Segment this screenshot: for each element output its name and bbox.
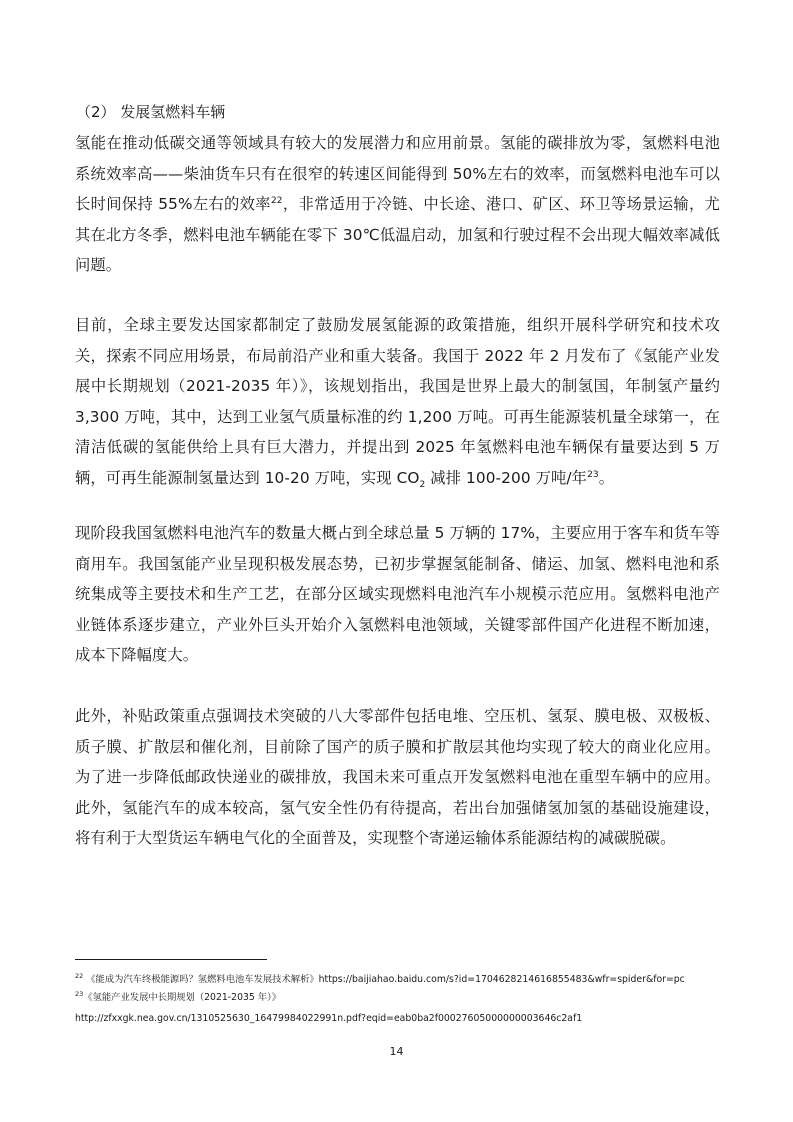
footnote-text: 《能成为汽车终极能源吗？氢燃料电池车发展技术解析》https://baijiahao.baidu.com/s?id=1704628214616855483&wfr=spider&for=pc bbox=[83, 974, 685, 985]
paragraph-4 bbox=[75, 701, 720, 854]
paragraph-text: 。 bbox=[598, 468, 615, 487]
paragraph-2 bbox=[75, 310, 720, 493]
footnote-22 bbox=[75, 973, 685, 987]
footnote-ref: 23 bbox=[587, 469, 599, 480]
subscript: 2 bbox=[419, 479, 426, 490]
paragraph-text: 此外，补贴政策重点强调技术突破的八大零部件包括电堆、空压机、氢泵、膜电极、双极板、质子膜、扩散层和催化剂，目前除了国产的质子膜和扩散层其他均实现了较大的商业化应用。为了进一步降低邮政快递业的碳排放，我国未来可重点开发氢燃料电池在重型车辆中的应用。此外，氢能汽车的成本较高，氢气安全性仍有待提高，若出台加强储氢加氢的基础设施建设，将有利于大型货运车辆电气化的全面普及，实现整个寄递运输体系能源结构的减碳脱碳。 bbox=[75, 707, 720, 847]
paragraph-1 bbox=[75, 128, 720, 281]
footnote-23 bbox=[75, 991, 281, 1005]
page-number: 14 bbox=[389, 1045, 404, 1058]
footnote-link: http://zfxxgk.nea.gov.cn/1310525630_16479984022991n.pdf?eqid=eab0ba2f00027605000000003646c2af1 bbox=[75, 1013, 583, 1024]
section-heading: （2） 发展氢燃料车辆 bbox=[76, 103, 226, 121]
footnote-mark: 22 bbox=[75, 971, 84, 980]
footnote-ref: 22 bbox=[270, 195, 283, 206]
footnote-text: 《氢能产业发展中长期规划（2021-2035 年）》 bbox=[83, 992, 282, 1003]
footnote-separator bbox=[75, 959, 267, 960]
paragraph-text: 目前，全球主要发达国家都制定了鼓励发展氢能源的政策措施，组织开展科学研究和技术攻关，探索不同应用场景，布局前沿产业和重大装备。我国于 2022 年 2 月发布了《氢能产业发展中长期规划（2021-2035 年）》，该规划指出，我国是世界上最大的制氢国，年制氢产量约 3,300 万吨，其中，达到工业氢气质量标准的约 1,200 万吨。可再生能源装机量全球第一，在清洁低碳的氢能供给上具有巨大潜力，并提出到 2025 年氢燃料电池车辆保有量要达到 5 万辆，可再生能源制氢量达到 10-20 万吨，实现 CO bbox=[75, 316, 720, 487]
paragraph-3 bbox=[75, 518, 720, 671]
paragraph-text: 氢能在推动低碳交通等领域具有较大的发展潜力和应用前景。氢能的碳排放为零，氢燃料电池系统效率高——柴油货车只有在很窄的转速区间能得到 50%左右的效率，而氢燃料电池车可以长时间保持 55%左右的效率 bbox=[75, 134, 720, 213]
footnote-23-url bbox=[75, 1012, 582, 1026]
paragraph-text: 现阶段我国氢燃料电池汽车的数量大概占到全球总量 5 万辆的 17%，主要应用于客车和货车等商用车。我国氢能产业呈现积极发展态势，已初步掌握氢能制备、储运、加氢、燃料电池和系统集成等主要技术和生产工艺，在部分区域实现燃料电池汽车小规模示范应用。氢燃料电池产业链体系逐步建立，产业外巨头开始介入氢燃料电池领域，关键零部件国产化进程不断加速，成本下降幅度大。 bbox=[75, 524, 720, 664]
footnote-mark: 23 bbox=[75, 989, 84, 998]
paragraph-text: ，非常适用于冷链、中长途、港口、矿区、环卫等场景运输，尤其在北方冬季，燃料电池车辆能在零下 30℃低温启动，加氢和行驶过程不会出现大幅效率减低问题。 bbox=[75, 195, 720, 274]
paragraph-text: 减排 100-200 万吨/年 bbox=[425, 468, 588, 487]
